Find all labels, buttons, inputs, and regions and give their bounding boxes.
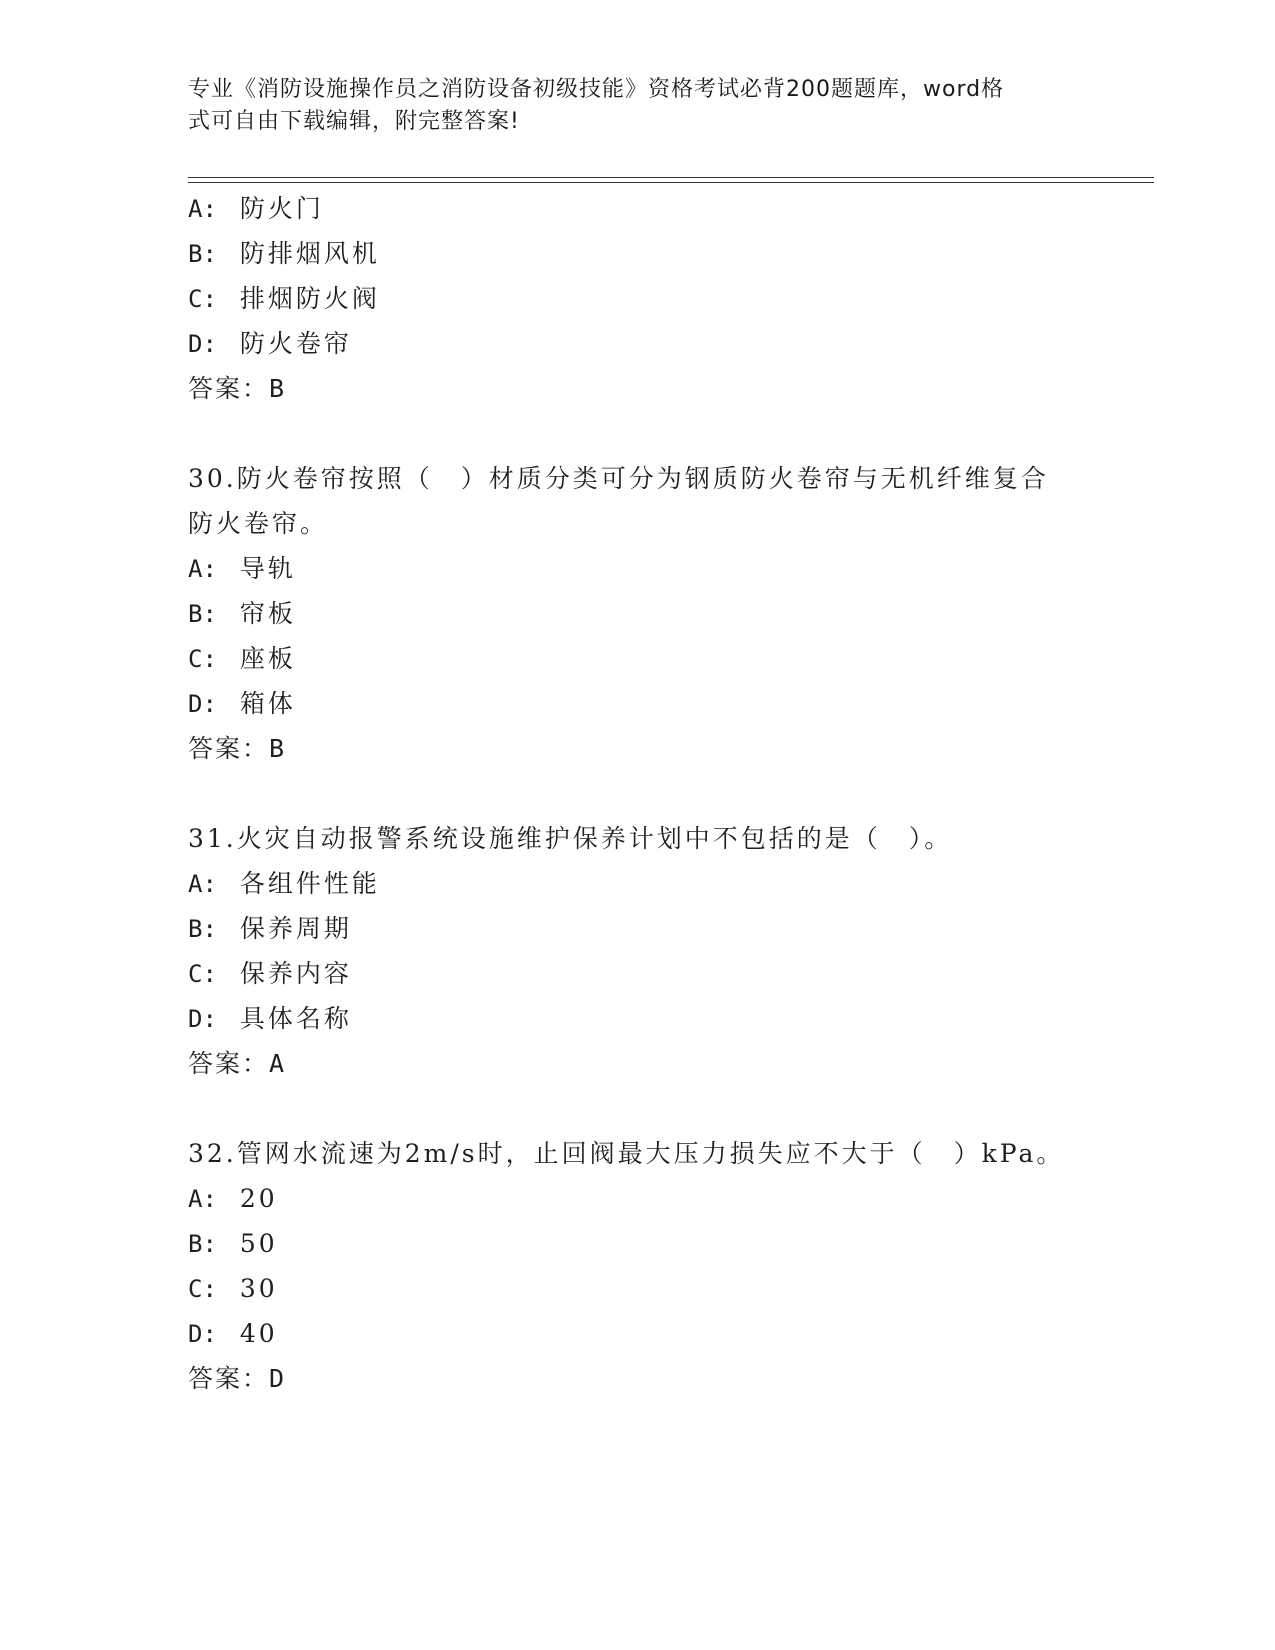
- option-text: 具体名称: [239, 1004, 352, 1033]
- option-text: 防火门: [239, 194, 324, 223]
- option-letter: A:: [188, 1185, 217, 1213]
- option-letter: D:: [188, 330, 217, 358]
- option-letter: D:: [188, 690, 217, 718]
- option-a: [188, 1182, 278, 1216]
- option-text: 座板: [239, 644, 296, 673]
- header-line-1: 专业《消防设施操作员之消防设备初级技能》资格考试必背200题题库，word格: [188, 77, 1005, 102]
- answer-line: [188, 1047, 286, 1081]
- option-letter: B:: [188, 1230, 217, 1258]
- option-text: 保养内容: [239, 959, 352, 988]
- option-letter: D:: [188, 1320, 217, 1348]
- option-d: [188, 1317, 278, 1351]
- answer-label: 答案：: [188, 374, 270, 403]
- option-letter: B:: [188, 240, 217, 268]
- option-letter: C:: [188, 1275, 217, 1303]
- option-c: [188, 957, 352, 991]
- option-text: 防火卷帘: [239, 329, 352, 358]
- option-text: 箱体: [239, 689, 296, 718]
- option-text: 导轨: [239, 554, 296, 583]
- option-letter: D:: [188, 1005, 217, 1033]
- header-divider-bottom: [188, 182, 1154, 183]
- option-letter: C:: [188, 285, 217, 313]
- question-32-line-1: 32.管网水流速为2m/s时，止回阀最大压力损失应不大于（ ）kPa。: [188, 1139, 1065, 1168]
- answer-value: A: [269, 1049, 287, 1078]
- option-text: 40: [239, 1319, 278, 1348]
- option-text: 30: [239, 1274, 278, 1303]
- option-a: [188, 552, 296, 586]
- option-letter: B:: [188, 915, 217, 943]
- option-text: 防排烟风机: [239, 239, 380, 268]
- option-text: 50: [239, 1229, 278, 1258]
- option-letter: C:: [188, 960, 217, 988]
- answer-value: B: [269, 374, 287, 403]
- option-d: [188, 327, 352, 361]
- option-d: [188, 687, 296, 721]
- question-31-line-1: 31.火灾自动报警系统设施维护保养计划中不包括的是（ ）。: [188, 824, 953, 853]
- question-30-line-1: 30.防火卷帘按照（ ）材质分类可分为钢质防火卷帘与无机纤维复合: [188, 464, 1049, 493]
- answer-label: 答案：: [188, 1364, 270, 1393]
- answer-value: D: [269, 1364, 287, 1393]
- header-divider-top: [188, 177, 1154, 178]
- option-c: [188, 642, 296, 676]
- option-b: [188, 1227, 278, 1261]
- option-letter: A:: [188, 870, 217, 898]
- option-b: [188, 237, 380, 271]
- option-letter: C:: [188, 645, 217, 673]
- option-b: [188, 912, 352, 946]
- header-line-2: 式可自由下载编辑，附完整答案!: [188, 109, 520, 134]
- answer-line: [188, 1362, 286, 1396]
- document-header: [188, 74, 1068, 138]
- option-text: 排烟防火阀: [239, 284, 380, 313]
- option-a: [188, 867, 380, 901]
- answer-line: [188, 732, 286, 766]
- answer-label: 答案：: [188, 1049, 270, 1078]
- option-text: 20: [239, 1184, 278, 1213]
- question-30-line-2: 防火卷帘。: [188, 509, 329, 538]
- option-c: [188, 282, 380, 316]
- option-c: [188, 1272, 278, 1306]
- answer-line: [188, 372, 286, 406]
- option-letter: A:: [188, 195, 217, 223]
- option-letter: B:: [188, 600, 217, 628]
- option-letter: A:: [188, 555, 217, 583]
- option-b: [188, 597, 296, 631]
- option-text: 各组件性能: [239, 869, 380, 898]
- answer-value: B: [269, 734, 287, 763]
- option-text: 帘板: [239, 599, 296, 628]
- option-a: [188, 192, 324, 226]
- answer-label: 答案：: [188, 734, 270, 763]
- option-d: [188, 1002, 352, 1036]
- option-text: 保养周期: [239, 914, 352, 943]
